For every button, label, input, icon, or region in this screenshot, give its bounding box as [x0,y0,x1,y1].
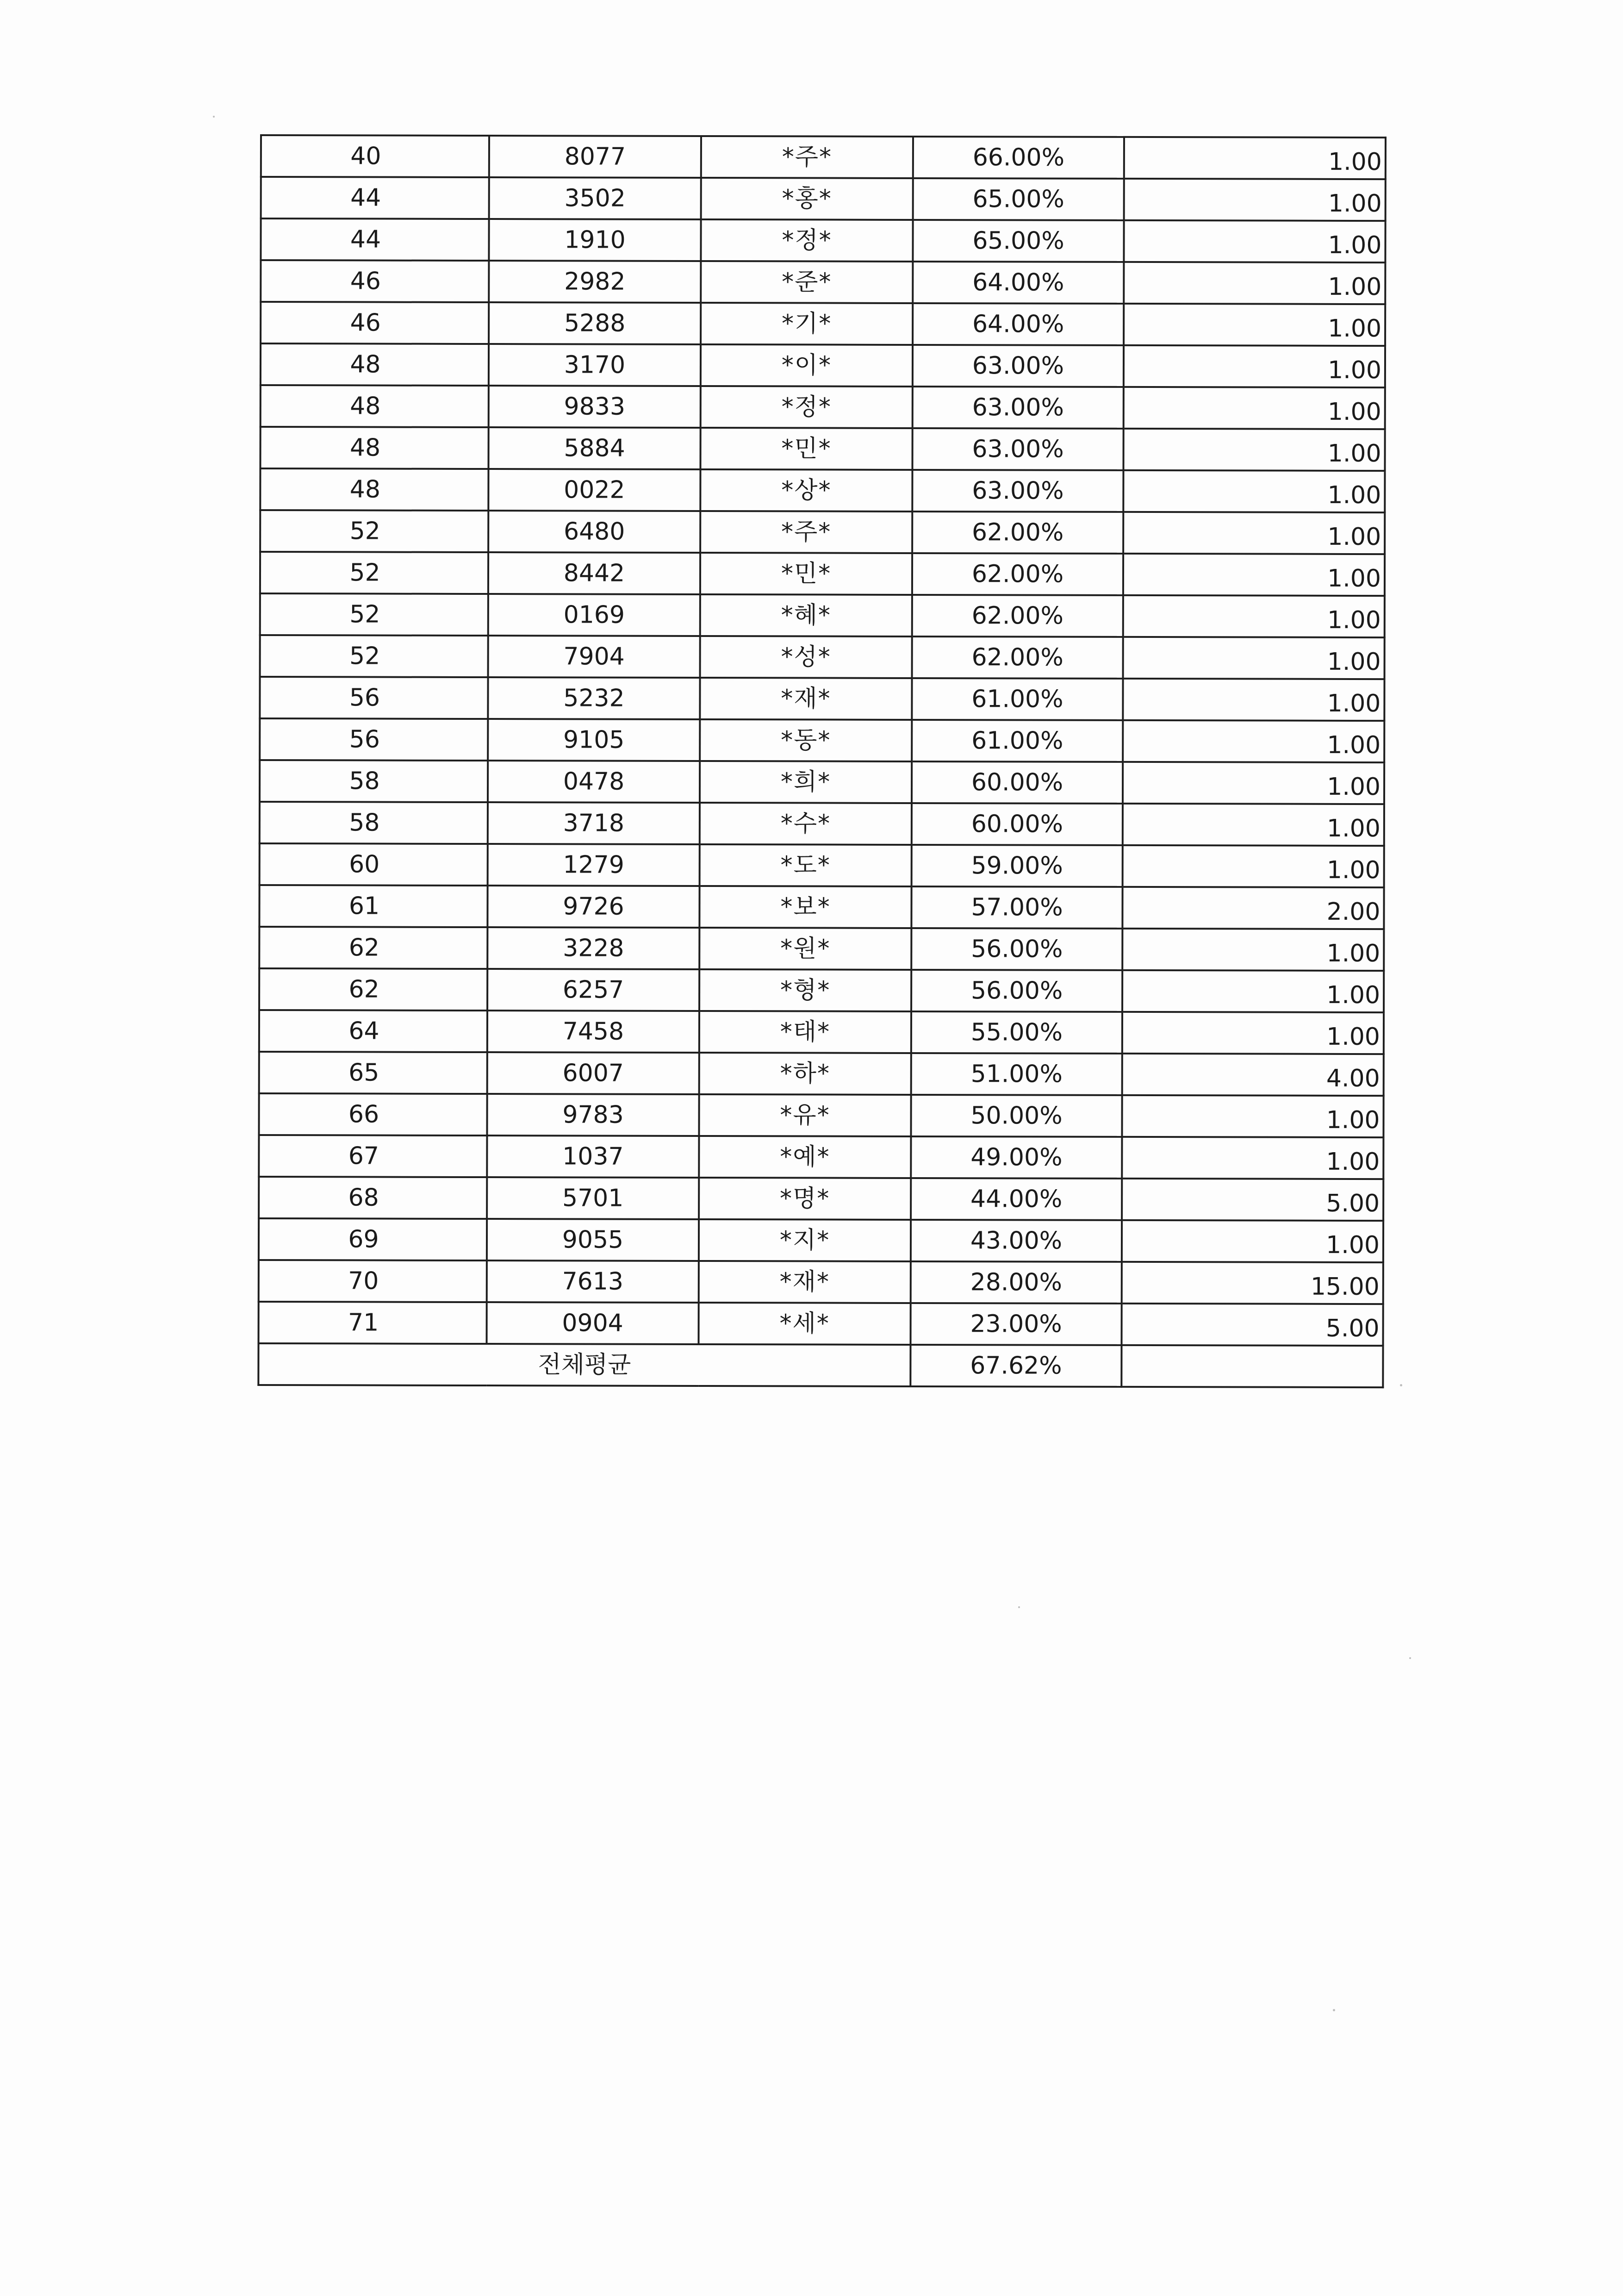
count-cell: 1.00 [1123,470,1385,512]
id-cell: 0022 [488,469,700,511]
count-cell: 1.00 [1124,345,1385,387]
count-cell: 1.00 [1122,1095,1383,1137]
rank-cell: 48 [260,468,488,511]
name-cell: *혜* [700,594,912,636]
name-cell: *정* [701,219,913,262]
name-cell: *주* [701,136,913,178]
id-cell: 3502 [489,177,701,219]
count-cell: 1.00 [1122,970,1384,1012]
name-cell: *도* [700,844,912,886]
id-cell: 7458 [487,1011,699,1053]
name-cell: *명* [699,1178,911,1220]
name-cell: *성* [700,636,912,678]
name-cell: *준* [701,261,913,303]
name-cell: *주* [700,511,912,553]
count-cell: 1.00 [1123,595,1385,637]
rate-cell: 57.00% [911,886,1122,929]
name-cell: *예* [699,1136,911,1178]
rank-cell: 68 [259,1177,487,1219]
rate-cell: 66.00% [913,137,1124,179]
id-cell: 7613 [487,1260,699,1303]
score-table [257,134,1387,1388]
scan-speck [1333,2009,1335,2011]
name-cell: *하* [699,1053,911,1095]
rate-cell: 23.00% [911,1303,1122,1345]
rank-cell: 60 [260,843,488,886]
rate-cell: 44.00% [911,1178,1122,1220]
table-row [260,718,1384,762]
rate-cell: 64.00% [913,303,1124,345]
rank-cell: 69 [259,1218,487,1260]
rank-cell: 64 [259,1010,487,1052]
rank-cell: 56 [260,718,488,761]
count-cell: 1.00 [1122,1220,1383,1262]
rate-cell: 61.00% [912,720,1123,762]
count-cell: 1.00 [1122,929,1384,971]
rank-cell: 52 [260,552,488,594]
table-row [259,1093,1383,1137]
rank-cell: 70 [259,1260,487,1302]
name-cell: *재* [700,678,912,720]
name-cell: *원* [699,928,911,970]
rank-cell: 61 [259,885,487,927]
rank-cell: 52 [260,593,488,636]
rate-cell: 61.00% [912,678,1123,720]
rate-cell: 28.00% [911,1261,1122,1304]
rank-cell: 46 [261,260,489,302]
rank-cell: 52 [260,635,488,677]
table-row [259,885,1384,929]
scan-speck [1409,1657,1411,1659]
rate-cell: 56.00% [911,970,1122,1012]
table-row [261,343,1385,387]
name-cell: *민* [700,428,912,470]
count-cell: 1.00 [1123,554,1385,596]
table-row [260,843,1384,887]
id-cell: 1279 [488,844,700,886]
count-cell: 1.00 [1122,1012,1384,1054]
rate-cell: 63.00% [912,470,1123,512]
rank-cell: 48 [260,427,488,469]
name-cell: *동* [700,719,912,761]
rank-cell: 52 [260,510,488,552]
count-cell: 2.00 [1122,887,1384,929]
rank-cell: 48 [261,385,489,427]
rank-cell: 58 [260,760,488,802]
count-cell: 1.00 [1122,1137,1383,1179]
name-cell: *보* [699,886,911,928]
table-row [260,427,1385,471]
rank-cell: 40 [261,135,489,177]
rate-cell: 62.00% [912,636,1123,679]
table-row [259,1302,1383,1346]
rate-cell: 49.00% [911,1136,1122,1179]
rank-cell: 65 [259,1052,487,1094]
count-cell: 1.00 [1123,637,1385,679]
rank-cell: 48 [261,343,489,386]
name-cell: *수* [700,803,912,845]
table-row [259,927,1384,971]
rank-cell: 66 [259,1093,487,1136]
id-cell: 5232 [488,677,700,719]
id-cell: 9833 [489,386,701,428]
id-cell: 7904 [488,636,700,678]
count-cell: 1.00 [1123,720,1384,762]
table-row [259,1218,1383,1262]
table-row [260,802,1384,846]
id-cell: 9726 [487,886,699,928]
count-cell: 1.00 [1124,304,1385,346]
table-row [260,552,1385,596]
table-row [260,468,1385,512]
rate-cell: 60.00% [912,761,1123,804]
name-cell: *정* [701,386,913,428]
table-row [261,302,1385,346]
rate-cell: 65.00% [913,220,1124,262]
table-row [260,677,1384,721]
overall-average-rate: 67.62% [910,1345,1121,1387]
id-cell: 6480 [488,511,700,553]
table-row [261,177,1386,221]
count-cell: 1.00 [1123,429,1385,471]
table-row [260,593,1385,637]
rank-cell: 44 [261,177,489,219]
id-cell: 8442 [488,552,700,594]
table-row [259,968,1384,1012]
table-row [260,635,1385,679]
rate-cell: 51.00% [911,1053,1122,1095]
count-cell: 1.00 [1124,179,1386,221]
rank-cell: 62 [259,927,487,969]
count-cell: 5.00 [1122,1179,1383,1221]
rank-cell: 67 [259,1135,487,1177]
id-cell: 9783 [487,1094,699,1136]
name-cell: *민* [700,553,912,595]
id-cell: 8077 [489,136,701,178]
overall-average-count [1121,1345,1383,1387]
rate-cell: 55.00% [911,1011,1122,1054]
name-cell: *태* [699,1011,911,1053]
rate-cell: 63.00% [912,428,1123,470]
count-cell: 1.00 [1123,512,1385,554]
id-cell: 2982 [489,261,701,303]
id-cell: 6007 [487,1052,699,1094]
name-cell: *상* [700,469,912,512]
count-cell: 1.00 [1123,679,1384,721]
rank-cell: 62 [259,968,487,1011]
rate-cell: 60.00% [912,803,1123,845]
id-cell: 1910 [489,219,701,261]
table-row [259,1135,1383,1179]
name-cell: *기* [701,303,913,345]
count-cell: 1.00 [1123,845,1384,887]
id-cell: 0478 [488,761,700,803]
rank-cell: 44 [261,218,489,261]
table-row [259,1052,1384,1096]
table-row [261,218,1385,262]
table-row [261,385,1385,429]
count-cell: 4.00 [1122,1054,1384,1096]
name-cell: *재* [699,1261,911,1303]
summary-row [258,1343,1383,1387]
scan-speck [1400,1384,1402,1386]
id-cell: 0904 [487,1302,699,1344]
name-cell: *세* [699,1303,911,1345]
rate-cell: 59.00% [912,845,1123,887]
rank-cell: 58 [260,802,488,844]
rate-cell: 56.00% [911,928,1122,970]
id-cell: 6257 [487,969,699,1011]
rate-cell: 65.00% [913,178,1124,220]
table-row [260,760,1384,804]
id-cell: 0169 [488,594,700,636]
table-row [259,1260,1383,1304]
rate-cell: 63.00% [913,387,1124,429]
id-cell: 3718 [488,802,700,844]
rate-cell: 43.00% [911,1220,1122,1262]
table-row [261,260,1385,304]
overall-average-label: 전체평균 [258,1343,910,1386]
rate-cell: 63.00% [913,345,1124,387]
id-cell: 9055 [487,1219,699,1261]
score-table-body [258,135,1386,1387]
rate-cell: 50.00% [911,1095,1122,1137]
name-cell: *희* [700,761,912,803]
count-cell: 15.00 [1122,1262,1383,1304]
table-row [260,510,1385,554]
name-cell: *유* [699,1094,911,1136]
count-cell: 1.00 [1123,804,1384,846]
id-cell: 3170 [489,344,701,386]
table-row [259,1010,1384,1054]
count-cell: 1.00 [1124,220,1385,262]
id-cell: 5884 [488,427,700,469]
rate-cell: 64.00% [913,262,1124,304]
count-cell: 1.00 [1124,137,1386,179]
rate-cell: 62.00% [912,553,1123,595]
rate-cell: 62.00% [912,512,1123,554]
id-cell: 9105 [488,719,700,761]
id-cell: 3228 [487,927,699,969]
id-cell: 5288 [489,302,701,344]
id-cell: 1037 [487,1136,699,1178]
name-cell: *홍* [701,178,913,220]
name-cell: *이* [701,344,913,387]
name-cell: *지* [699,1219,911,1261]
count-cell: 1.00 [1123,762,1384,804]
count-cell: 1.00 [1124,262,1385,304]
table-row [261,135,1386,179]
name-cell: *형* [699,969,911,1011]
rank-cell: 56 [260,677,488,719]
rate-cell: 62.00% [912,595,1123,637]
count-cell: 5.00 [1122,1304,1383,1346]
scan-speck [213,116,215,118]
table-row [259,1177,1383,1221]
scan-speck [1018,1606,1020,1608]
count-cell: 1.00 [1124,387,1385,429]
rank-cell: 71 [259,1302,487,1344]
id-cell: 5701 [487,1177,699,1219]
rank-cell: 46 [261,302,489,344]
